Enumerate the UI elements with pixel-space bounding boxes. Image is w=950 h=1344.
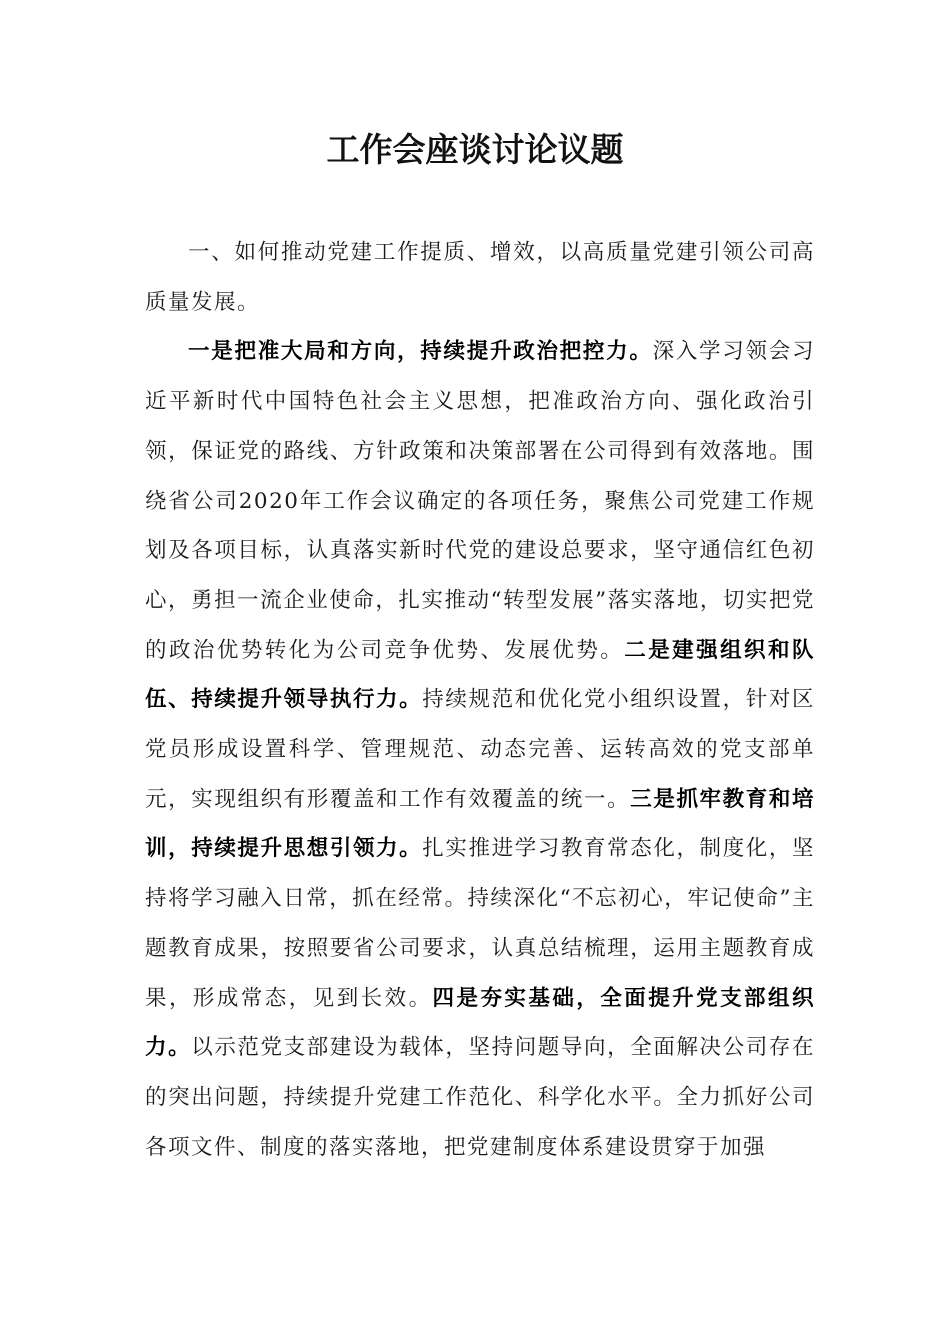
point-4-lead: 四是夯实基础，全面提升党支部组织力。: [145, 985, 815, 1061]
point-3-body: 扎实推进学习教育常态化，制度化，坚持将学习融入日常，抓在经常。持续深化“不忘初心，牢记使命”主题教育成果，按照要省公司要求，认真总结梳理，运用主题教育成果，形成常态，见到长效。: [145, 836, 815, 1011]
point-1-body: 深入学习领会习近平新时代中国特色社会主义思想，把准政治方向、强化政治引领，保证党的路线、方针政策和决策部署在公司得到有效落地。围绕省公司2020年工作会议确定的各项任务，聚焦公司党建工作规划及各项目标，认真落实新时代党的建设总要求，坚守通信红色初心，勇担一流企业使命，扎实推动“转型发展”落实落地，切实把党的政治优势转化为公司竞争优势、发展优势。: [145, 339, 815, 663]
section-heading-1: 一、如何推动党建工作提质、增效，以高质量党建引领公司高质量发展。: [145, 240, 815, 315]
point-2-body: 持续规范和优化党小组织设置，针对区党员形成设置科学、管理规范、动态完善、运转高效的党支部单元，实现组织有形覆盖和工作有效覆盖的统一。: [145, 687, 815, 812]
point-1-lead: 一是把准大局和方向，持续提升政治把控力。: [188, 339, 653, 365]
point-2-lead: 二是建强组织和队伍、持续提升领导执行力。: [145, 637, 815, 713]
point-4-body: 以示范党支部建设为载体，坚持问题导向，全面解决公司存在的突出问题，持续提升党建工作范化、科学化水平。全力抓好公司各项文件、制度的落实落地，把党建制度体系建设贯穿于加强: [145, 1035, 815, 1160]
section-paragraph: [145, 327, 815, 1172]
point-3-lead: 三是抓牢教育和培训，持续提升思想引领力。: [145, 786, 815, 862]
document-title: 工作会座谈讨论议题: [326, 130, 624, 169]
document-body: [145, 228, 815, 1172]
